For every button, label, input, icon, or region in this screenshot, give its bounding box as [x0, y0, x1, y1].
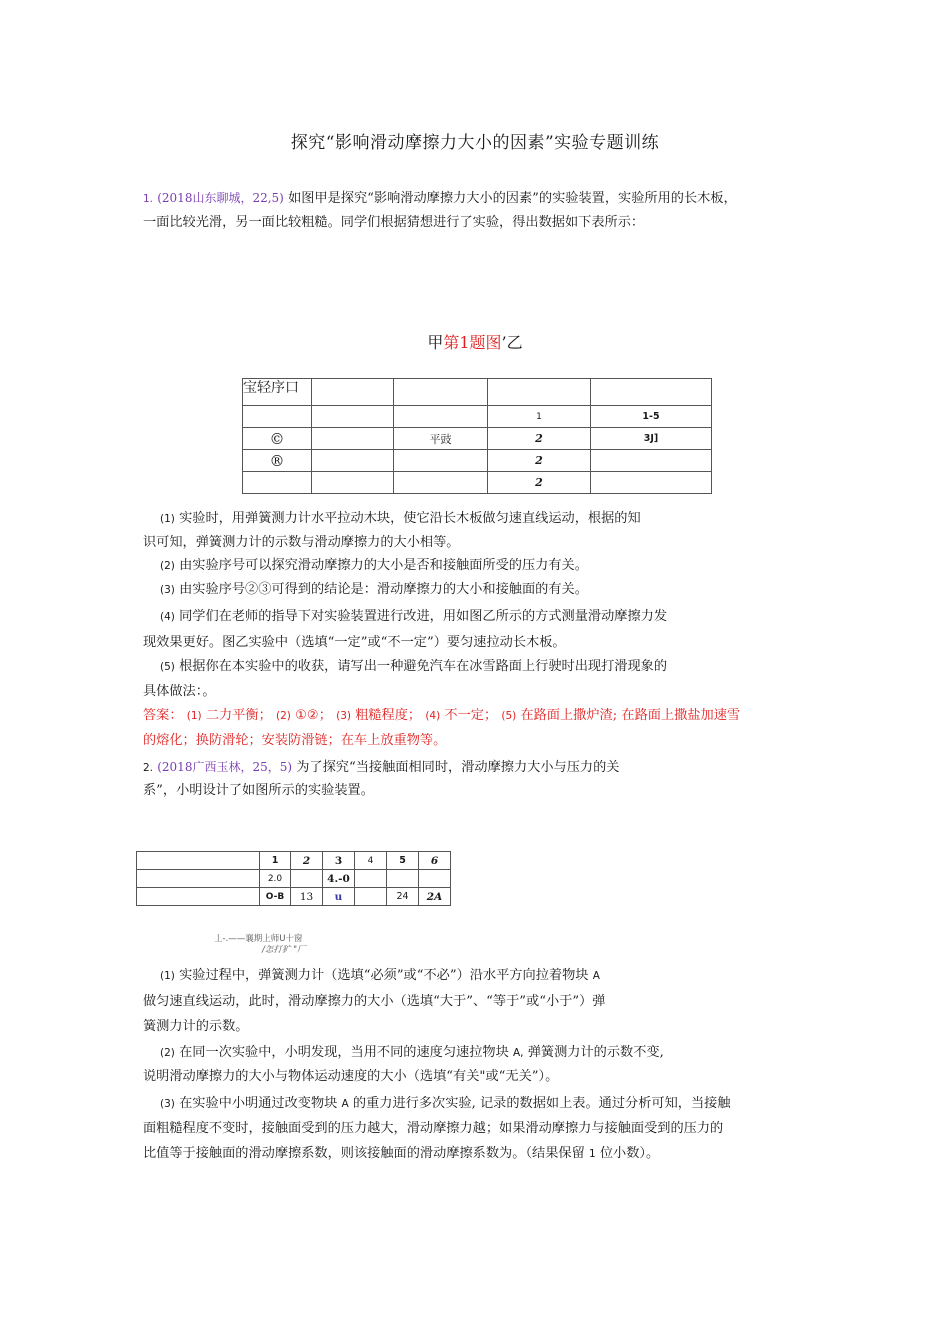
t2-cell — [355, 888, 387, 906]
t1-cell — [243, 472, 312, 494]
t2-cell — [137, 888, 260, 906]
q2-text-1: 为了探究“当接触面相同时，滑动摩擦力大小与压力的关 — [296, 760, 620, 775]
q1-sub4-line2: 现效果更好。图乙实验中（选填“一定”或“不一定”）要匀速拉动长木板。 — [143, 635, 566, 650]
t2-cell — [137, 852, 260, 870]
t1-cell: 2 — [488, 472, 591, 494]
q1-sub3-text: 由实验序号②③可得到的结论是：滑动摩擦力的大小和接触面的有关。 — [179, 582, 588, 597]
answer-label: 答案： — [143, 708, 183, 723]
t2-cell: 6 — [419, 852, 451, 870]
t2-cell: 3 — [323, 852, 355, 870]
t2-cell — [419, 870, 451, 888]
t1-cell — [394, 450, 488, 472]
caption-figure-label: 第1题图 — [443, 333, 502, 352]
q1-sub1-line1 — [160, 507, 641, 531]
q2-sub3-text-c: 比值等于接触面的滑动摩擦系数，则该接触面的滑动摩擦系数为。（结果保留 — [143, 1146, 585, 1161]
q2-sub1-line2: 做匀速直线运动，此时，滑动摩擦力的大小（选填“大于”、“等于”或“小于”）弹 — [143, 994, 606, 1009]
q1-sub5-num: (5) — [160, 661, 175, 673]
q2-sub2-var: A, — [512, 1047, 524, 1059]
t1-cell — [312, 450, 394, 472]
q1-figure-caption — [0, 330, 950, 353]
caption-jia: 甲 — [427, 333, 444, 352]
t2-cell: 4 — [355, 852, 387, 870]
q2-sub3-var: A — [341, 1098, 349, 1110]
t1-header-cell: 宝轻序口 — [243, 379, 312, 406]
answer-1: 二力平衡； — [205, 708, 272, 723]
t2-cell: 2.0 — [260, 870, 291, 888]
q2-sub2-line2: 说明滑动摩擦力的大小与物体运动速度的大小（选填“有关"或“无关”）。 — [143, 1069, 559, 1084]
q2-sub2-text-b: 弹簧测力计的示数不变, — [527, 1045, 664, 1060]
q1-sub1-text: 实验时，用弹簧测力计水平拉动木块，使它沿长木板做匀速直线运动，根据的知 — [179, 511, 641, 526]
answer-2-num: (2) — [275, 710, 291, 722]
t2-cell: 13 — [291, 888, 323, 906]
q2-sub1-text: 实验过程中，弹簧测力计（选填“必须”或“不必”）沿水平方向拉着物块 — [179, 968, 589, 983]
q1-sub1-num: (1) — [160, 513, 175, 525]
t1-header-empty — [312, 379, 394, 406]
t2-cell — [291, 870, 323, 888]
q1-text-1: 如图甲是探究“影响滑动摩擦力大小的因素”的实验装置，实验所用的长木板， — [288, 191, 737, 206]
q1-intro-line2: 一面比较光滑，另一面比较粗糙。同学们根据猜想进行了实验，得出数据如下表所示： — [143, 215, 645, 230]
q1-sub2-num: (2) — [160, 560, 175, 572]
t1-cell: 2 — [488, 450, 591, 472]
q2-figure-label-2: /怎打犷 "厂 — [262, 945, 306, 955]
t1-row-marker: © — [243, 428, 312, 450]
q2-sub3-line2: 面粗糙程度不变时，接触面受到的压力越大，滑动摩擦力越；如果滑动摩擦力与接触面受到的压力的 — [143, 1121, 724, 1136]
answer-5-num: (5) — [501, 710, 517, 722]
q2-sub2-text: 在同一次实验中，小明发现，当用不同的速度匀速拉物块 — [179, 1045, 509, 1060]
t2-cell — [387, 870, 419, 888]
t2-cell — [355, 870, 387, 888]
answer-4: 不一定； — [444, 708, 498, 723]
q2-sub1-line1 — [160, 964, 600, 988]
q2-number: 2. — [143, 762, 154, 774]
t1-cell — [394, 406, 488, 428]
t1-cell: 2 — [488, 428, 591, 450]
q1-sub4-num: (4) — [160, 611, 175, 623]
answer-3: 粗糙程度； — [355, 708, 422, 723]
q2-sub1-num: (1) — [160, 970, 175, 982]
answer-5: 在路面上撒炉渣; 在路面上撒盐加速雪 — [520, 708, 741, 723]
q2-sub1-var: A — [592, 970, 600, 982]
t1-cell: 1 — [488, 406, 591, 428]
t1-cell — [591, 472, 712, 494]
t1-header-empty — [394, 379, 488, 406]
t1-cell — [312, 406, 394, 428]
answer-3-num: (3) — [336, 710, 351, 722]
q1-sub4-text: 同学们在老师的指导下对实验装置进行改进，用如图乙所示的方式测量滑动摩擦力发 — [179, 609, 668, 624]
t1-row-marker: ® — [243, 450, 312, 472]
t1-cell: 3J] — [591, 428, 712, 450]
q2-sub3-digit: 1 — [588, 1148, 596, 1160]
t1-cell: 平豉 — [394, 428, 488, 450]
q2-figure-label-1: 丄-.——襄期上师U十窗 — [214, 934, 303, 944]
q2-sub1-line3: 簧测力计的示数。 — [143, 1019, 249, 1034]
t2-cell: 24 — [387, 888, 419, 906]
t1-header-empty — [591, 379, 712, 406]
q2-data-table — [136, 851, 451, 906]
q2-source: (2018广西玉林，25，5) — [157, 760, 293, 774]
q1-sub4-line1 — [160, 605, 667, 629]
q2-sub3-num: (3) — [160, 1098, 175, 1110]
t1-cell — [394, 472, 488, 494]
q1-data-table — [242, 378, 712, 494]
q2-intro-line2: 系”，小明设计了如图所示的实验装置。 — [143, 783, 374, 798]
answer-4-num: (4) — [425, 710, 441, 722]
t2-cell: 2 — [291, 852, 323, 870]
q1-answer-line2: 的熔化；换防滑轮；安装防滑链；在车上放重物等。 — [143, 733, 447, 748]
q1-sub5-line1 — [160, 655, 667, 679]
q2-sub3-text-d: 位小数）。 — [599, 1146, 660, 1161]
q1-answer-line1 — [143, 704, 740, 728]
t1-cell — [312, 472, 394, 494]
t1-cell: 1-5 — [591, 406, 712, 428]
q1-sub3 — [160, 578, 588, 602]
t2-cell: 5 — [387, 852, 419, 870]
t1-cell — [591, 450, 712, 472]
q1-sub1-line2: 识可知，弹簧测力计的示数与滑动摩擦力的大小相等。 — [143, 535, 460, 550]
t2-cell: 4.-0 — [323, 870, 355, 888]
t2-cell: u — [323, 888, 355, 906]
q1-sub2-text: 由实验序号可以探究滑动摩擦力的大小是否和接触面所受的压力有关。 — [179, 558, 588, 573]
caption-yi: ’乙 — [501, 333, 523, 352]
q1-sub5-line2: 具体做法：。 — [143, 684, 216, 699]
t2-cell: 2A — [419, 888, 451, 906]
q2-sub3-line1 — [160, 1092, 731, 1116]
answer-2: ①②； — [295, 708, 332, 723]
q2-sub3-text: 在实验中小明通过改变物块 — [179, 1096, 338, 1111]
q1-source: (2018山东聊城，22,5) — [157, 191, 284, 205]
t1-header-empty — [488, 379, 591, 406]
page-title: 探究“影响滑动摩擦力大小的因素”实验专题训练 — [290, 133, 660, 153]
q1-sub5-text: 根据你在本实验中的收获，请写出一种避免汽车在冰雪路面上行驶时出现打滑现象的 — [179, 659, 668, 674]
q1-intro-line1 — [143, 186, 737, 211]
q1-sub2 — [160, 554, 588, 578]
answer-1-num: (1) — [186, 710, 202, 722]
q2-intro-line1 — [143, 755, 620, 780]
q2-sub2-line1 — [160, 1041, 664, 1065]
q1-number: 1. — [143, 193, 154, 205]
t2-cell: O-B — [260, 888, 291, 906]
q2-sub3-line3 — [143, 1142, 659, 1166]
t2-cell — [137, 870, 260, 888]
t2-cell: 1 — [260, 852, 291, 870]
q2-sub2-num: (2) — [160, 1047, 175, 1059]
q1-sub3-num: (3) — [160, 584, 175, 596]
t1-cell — [312, 428, 394, 450]
q2-sub3-text-b: 的重力进行多次实验, 记录的数据如上表。通过分析可知，当接触 — [352, 1096, 731, 1111]
t1-cell — [243, 406, 312, 428]
